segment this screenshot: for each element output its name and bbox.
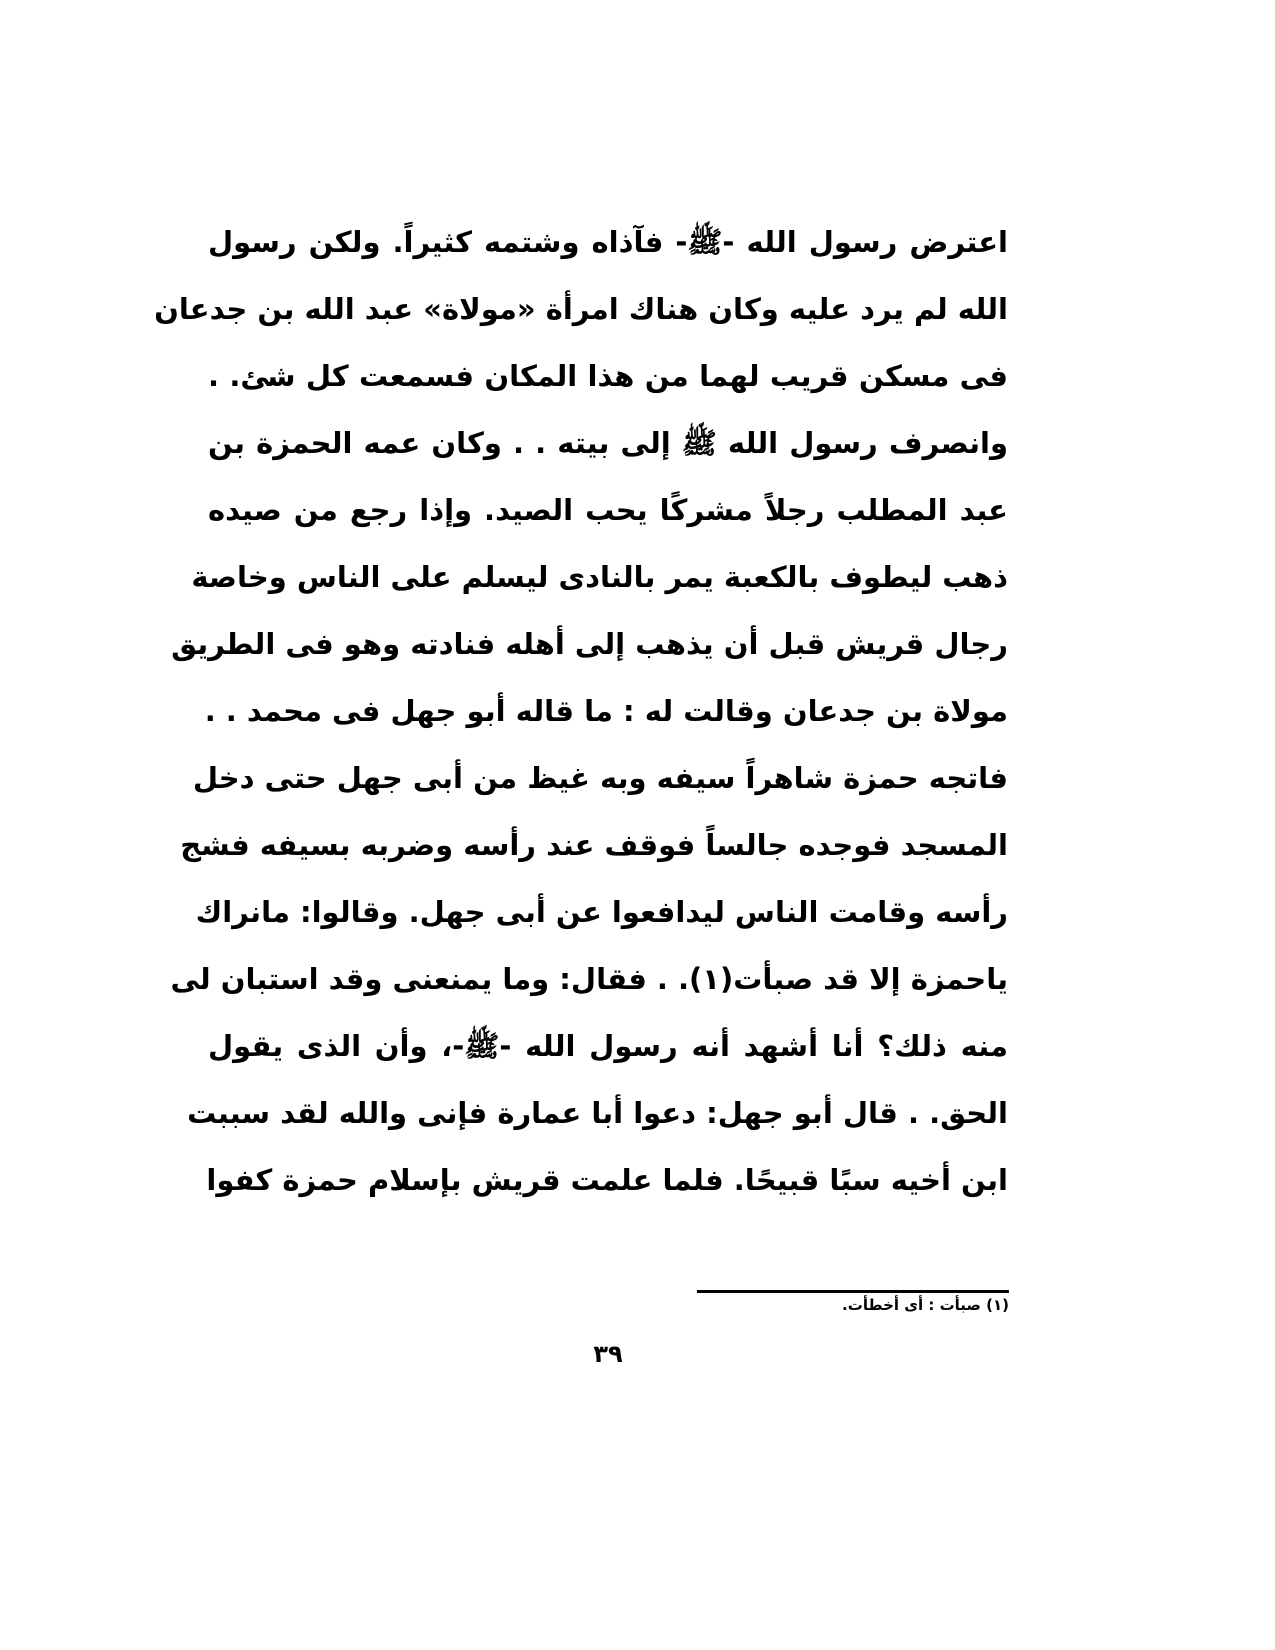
text-line: المسجد فوجده جالساً فوقف عند رأسه وضربه بسيفه فشج xyxy=(180,828,1008,862)
text-line: اعترض رسول الله -ﷺ- فآذاه وشتمه كثيراً. ولكن رسول xyxy=(208,225,1008,259)
text-line: ذهب ليطوف بالكعبة يمر بالنادى ليسلم على الناس وخاصة xyxy=(191,560,1008,594)
text-line: رأسه وقامت الناس ليدافعوا عن أبى جهل. وقالوا: مانراك xyxy=(195,895,1008,929)
text-line: الحق. . قال أبو جهل: دعوا أبا عمارة فإنى والله لقد سببت xyxy=(187,1096,1008,1130)
text-line: مولاة بن جدعان وقالت له : ما قاله أبو جهل فى محمد . . xyxy=(204,694,1008,728)
body-text xyxy=(154,212,1008,1217)
text-line: فاتجه حمزة شاهراً سيفه وبه غيظ من أبى جهل حتى دخل xyxy=(192,761,1008,795)
text-line: رجال قريش قبل أن يذهب إلى أهله فنادته وهو فى الطريق xyxy=(171,627,1008,661)
text-line: وانصرف رسول الله ﷺ إلى بيته . . وكان عمه الحمزة بن xyxy=(208,426,1008,460)
footnote-divider xyxy=(697,1290,1009,1293)
page-number: ٣٩ xyxy=(593,1340,623,1368)
text-line: منه ذلك؟ أنا أشهد أنه رسول الله -ﷺ-، وأن الذى يقول xyxy=(208,1029,1008,1063)
text-line: الله لم يرد عليه وكان هناك امرأة «مولاة» عبد الله بن جدعان xyxy=(154,292,1008,326)
text-line: عبد المطلب رجلاً مشركًا يحب الصيد. وإذا رجع من صيده xyxy=(208,493,1008,527)
footnote: (١) صبأت : أى أخطأت. xyxy=(842,1296,1009,1314)
text-line: ابن أخيه سبًا قبيحًا. فلما علمت قريش بإسلام حمزة كفوا xyxy=(206,1163,1008,1197)
text-line: فى مسكن قريب لهما من هذا المكان فسمعت كل شئ. . xyxy=(208,359,1008,393)
text-line: ياحمزة إلا قد صبأت(١). . فقال: وما يمنعنى وقد استبان لى xyxy=(170,962,1008,996)
